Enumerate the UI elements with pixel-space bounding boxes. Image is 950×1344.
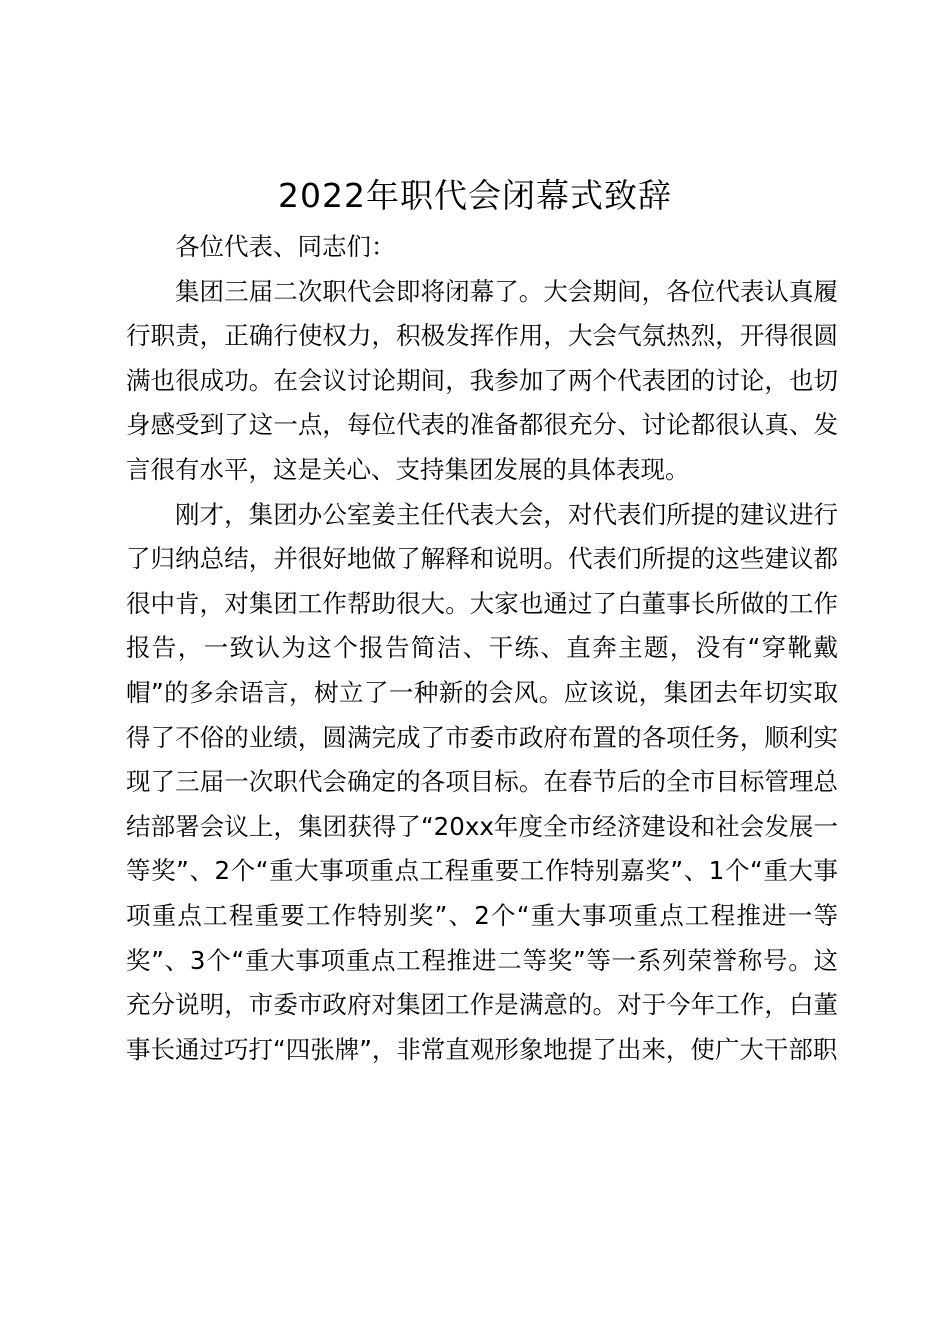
paragraph: 集团三届二次职代会即将闭幕了。大会期间，各位代表认真履行职责，正确行使权力，积极发挥作用，大会气氛热烈，开得很圆满也很成功。在会议讨论期间，我参加了两个代表团的讨论，也切身感受到了这一点，每位代表的准备都很充分、讨论都很认真、发言很有水平，这是关心、支持集团发展的具体表现。 bbox=[126, 276, 838, 484]
salutation: 各位代表、同志们： bbox=[175, 232, 396, 261]
document-body bbox=[126, 225, 838, 1072]
paragraph: 刚才，集团办公室姜主任代表大会，对代表们所提的建议进行了归纳总结，并很好地做了解释和说明。代表们所提的这些建议都很中肯，对集团工作帮助很大。大家也通过了白董事长所做的工作报告，一致认为这个报告简洁、干练、直奔主题，没有“穿靴戴帽”的多余语言，树立了一种新的会风。应该说，集团去年切实取得了不俗的业绩，圆满完成了市委市政府布置的各项任务，顺利实现了三届一次职代会确定的各项目标。在春节后的全市目标管理总结部署会议上，集团获得了“20xx年度全市经济建设和社会发展一等奖”、2个“重大事项重点工程重要工作特别嘉奖”、1个“重大事项重点工程重要工作特别奖”、2个“重大事项重点工程推进一等奖”、3个“重大事项重点工程推进二等奖”等一系列荣誉称号。这充分说明，市委市政府对集团工作是满意的。对于今年工作，白董事长通过巧打“四张牌”，非常直观形象地提了出来，使广大干部职 bbox=[126, 499, 838, 1064]
document-title: 2022年职代会闭幕式致辞 bbox=[278, 176, 672, 215]
